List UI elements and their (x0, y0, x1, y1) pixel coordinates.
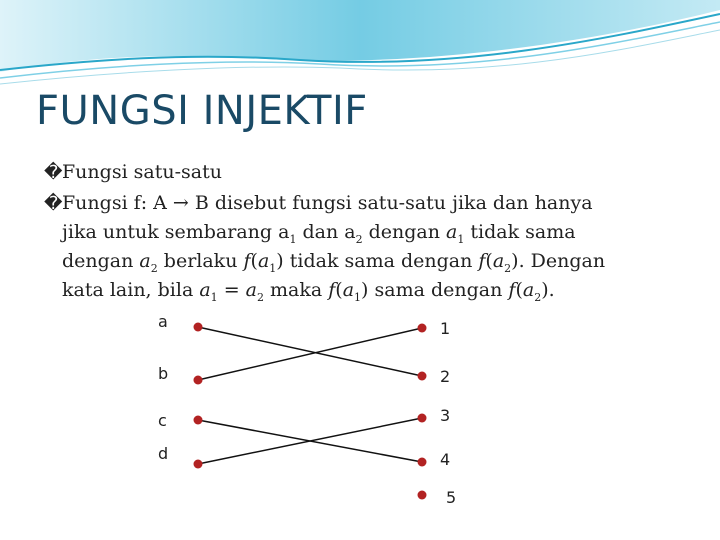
bullet-text: sama dengan (368, 279, 509, 301)
bullet-text: kata lain, bila (62, 279, 200, 301)
math-var: a (522, 279, 535, 301)
domain-label-a: a (158, 312, 168, 331)
subscript: 2 (256, 290, 264, 304)
codomain-label-3: 3 (440, 406, 451, 425)
slide-title: FUNGSI INJEKTIF (36, 88, 368, 134)
math-func: f (478, 250, 486, 272)
subscript: 1 (457, 232, 465, 246)
math-func: f (243, 250, 251, 272)
mapping-arrow-b-1 (198, 328, 422, 380)
subscript: 2 (150, 261, 158, 275)
subscript: 2 (534, 290, 542, 304)
codomain-point-1 (418, 324, 427, 333)
bullet-text: maka (263, 279, 329, 301)
bullet-text: Fungsi f: A → B disebut fungsi satu-satu jika dan hanya (62, 192, 593, 214)
bullet-text: dan a (296, 221, 356, 243)
mapping-arrow-c-4 (198, 420, 422, 462)
paren: ( (250, 250, 258, 272)
paren: ( (515, 279, 523, 301)
codomain-label-4: 4 (440, 450, 451, 469)
mapping-arrow-d-3 (198, 418, 422, 464)
paren: ) (541, 279, 549, 301)
paren: ) (276, 250, 284, 272)
subscript: 1 (210, 290, 218, 304)
paren: ) (511, 250, 519, 272)
codomain-point-4 (418, 458, 427, 467)
bullet-text: tidak sama (464, 221, 576, 243)
codomain-label-5: 5 (446, 488, 457, 507)
bullet-marker-icon: � (44, 162, 63, 183)
paren: ( (485, 250, 493, 272)
domain-label-c: c (158, 411, 167, 430)
bullet-list (44, 158, 684, 305)
domain-point-c (194, 416, 203, 425)
codomain-point-3 (418, 414, 427, 423)
codomain-point-2 (418, 372, 427, 381)
math-var: a (492, 250, 505, 272)
bullet-text: . Dengan (518, 250, 606, 272)
paren: ( (335, 279, 343, 301)
bullet-text: . (548, 279, 555, 301)
math-func: f (328, 279, 336, 301)
bullet-text: berlaku (157, 250, 244, 272)
codomain-label-2: 2 (440, 367, 451, 386)
bullet-text: dengan (62, 250, 140, 272)
paren: ) (361, 279, 369, 301)
math-var: a (446, 221, 458, 243)
subscript: 1 (289, 232, 297, 246)
bullet-text: tidak sama dengan (283, 250, 479, 272)
math-func: f (508, 279, 516, 301)
codomain-point-5 (418, 491, 427, 500)
subscript: 2 (355, 232, 363, 246)
domain-label-b: b (158, 364, 169, 383)
math-var: a (342, 279, 355, 301)
math-var: a (199, 279, 211, 301)
bullet-text: Fungsi satu-satu (62, 161, 223, 183)
math-var: a (139, 250, 151, 272)
domain-point-d (194, 460, 203, 469)
subscript: 1 (269, 261, 277, 275)
codomain-label-1: 1 (440, 319, 451, 338)
bullet-text: dengan (362, 221, 447, 243)
bullet-item (44, 189, 684, 305)
math-var: a (257, 250, 270, 272)
bullet-text: jika untuk sembarang a (62, 221, 290, 243)
domain-point-a (194, 323, 203, 332)
header-wave-decoration (0, 0, 720, 90)
domain-point-b (194, 376, 203, 385)
math-var: a (245, 279, 257, 301)
subscript: 1 (354, 290, 362, 304)
bullet-marker-icon: � (44, 193, 63, 214)
bullet-text: = (217, 279, 246, 301)
subscript: 2 (504, 261, 512, 275)
mapping-arrow-a-2 (198, 327, 422, 376)
bullet-item (44, 158, 684, 187)
domain-label-d: d (158, 444, 169, 463)
